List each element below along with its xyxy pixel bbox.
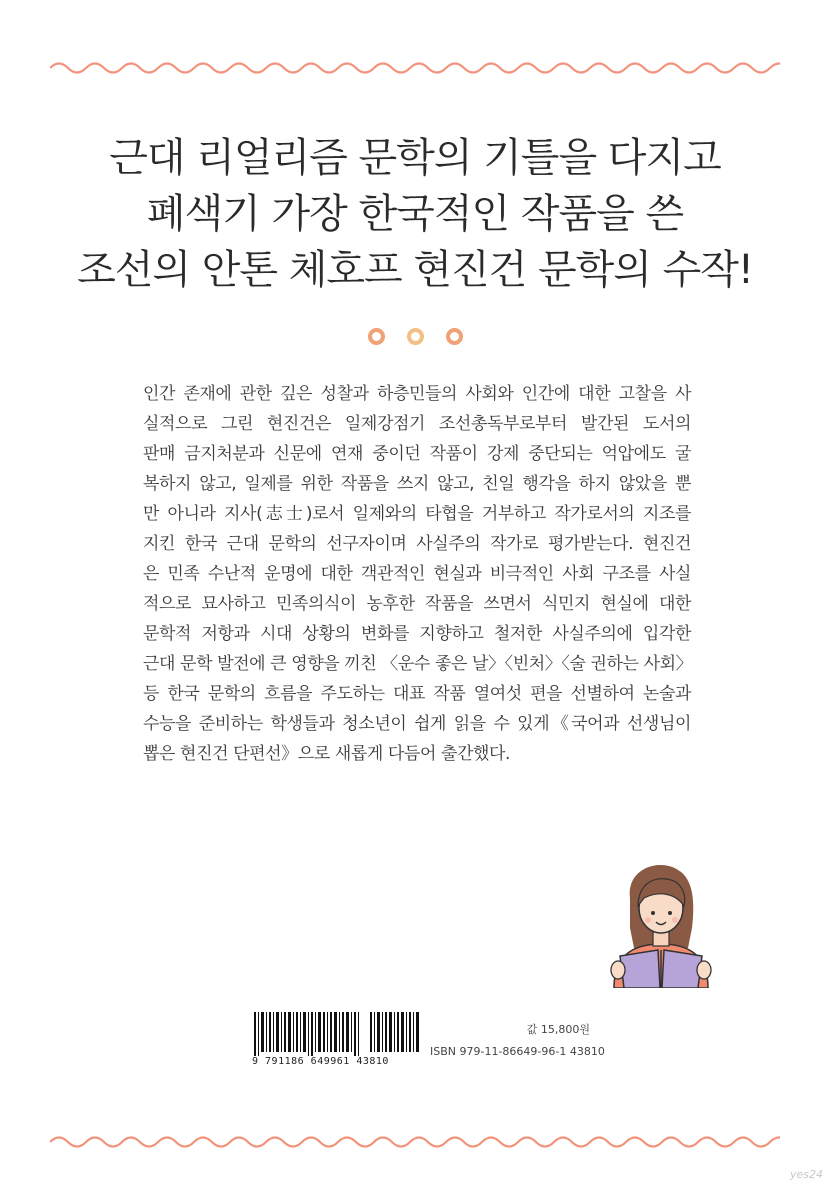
decorative-dots: [0, 328, 830, 345]
headline-line-3: 조선의 안톤 체호프 현진건 문학의 수작!: [77, 247, 753, 293]
barcode-digits: 9 791186 649961 43810: [252, 1056, 389, 1067]
body-line: 판매 금지처분과 신문에 연재 중이던 작품이 강제 중단되는 억압에도 굴: [143, 444, 691, 464]
price-label: 값 15,800원: [526, 1023, 590, 1036]
watermark: yes24: [790, 1168, 824, 1181]
dot-icon: [446, 328, 463, 345]
dot-icon: [407, 328, 424, 345]
body-line: 실적으로 그린 현진건은 일제강점기 조선총독부로부터 발간된 도서의: [143, 414, 691, 434]
headline-line-2: 폐색기 가장 한국적인 작품을 쓴: [146, 191, 684, 237]
body-line: 근대 문학 발전에 큰 영향을 끼친 〈운수 좋은 날〉〈빈처〉〈술 권하는 사회〉: [143, 654, 693, 674]
barcode-icon: [252, 1012, 422, 1056]
body-line: 은 민족 수난적 운명에 대한 객관적인 현실과 비극적인 사회 구조를 사실: [143, 564, 691, 584]
body-line: 등 한국 문학의 흐름을 주도하는 대표 작품 열여섯 편을 선별하여 논술과: [143, 684, 691, 704]
headline: [0, 130, 830, 298]
dot-icon: [368, 328, 385, 345]
body-line: 적으로 묘사하고 민족의식이 농후한 작품을 쓰면서 식민지 현실에 대한: [143, 594, 691, 614]
headline-line-1: 근대 리얼리즘 문학의 기틀을 다지고: [109, 135, 721, 181]
top-wavy-border: [50, 58, 780, 78]
body-line: 문학적 저항과 시대 상황의 변화를 지향하고 철저한 사실주의에 입각한: [143, 624, 691, 644]
body-line: 만 아니라 지사(志士)로서 일제와의 타협을 거부하고 작가로서의 지조를: [143, 504, 691, 524]
bottom-wavy-border: [50, 1132, 780, 1152]
isbn-label: ISBN 979-11-86649-96-1 43810: [430, 1045, 605, 1058]
girl-reading-book-illustration: [600, 858, 722, 988]
body-line: 지킨 한국 근대 문학의 선구자이며 사실주의 작가로 평가받는다. 현진건: [143, 534, 691, 554]
body-line: 복하지 않고, 일제를 위한 작품을 쓰지 않고, 친일 행각을 하지 않았을 뿐: [143, 474, 691, 494]
body-line: 인간 존재에 관한 깊은 성찰과 하층민들의 사회와 인간에 대한 고찰을 사: [143, 384, 691, 404]
body-line: 수능을 준비하는 학생들과 청소년이 쉽게 읽을 수 있게《국어과 선생님이: [143, 714, 691, 734]
body-line: 뽑은 현진건 단편선》으로 새롭게 다듬어 출간했다.: [143, 744, 511, 764]
description-text: [143, 379, 691, 769]
